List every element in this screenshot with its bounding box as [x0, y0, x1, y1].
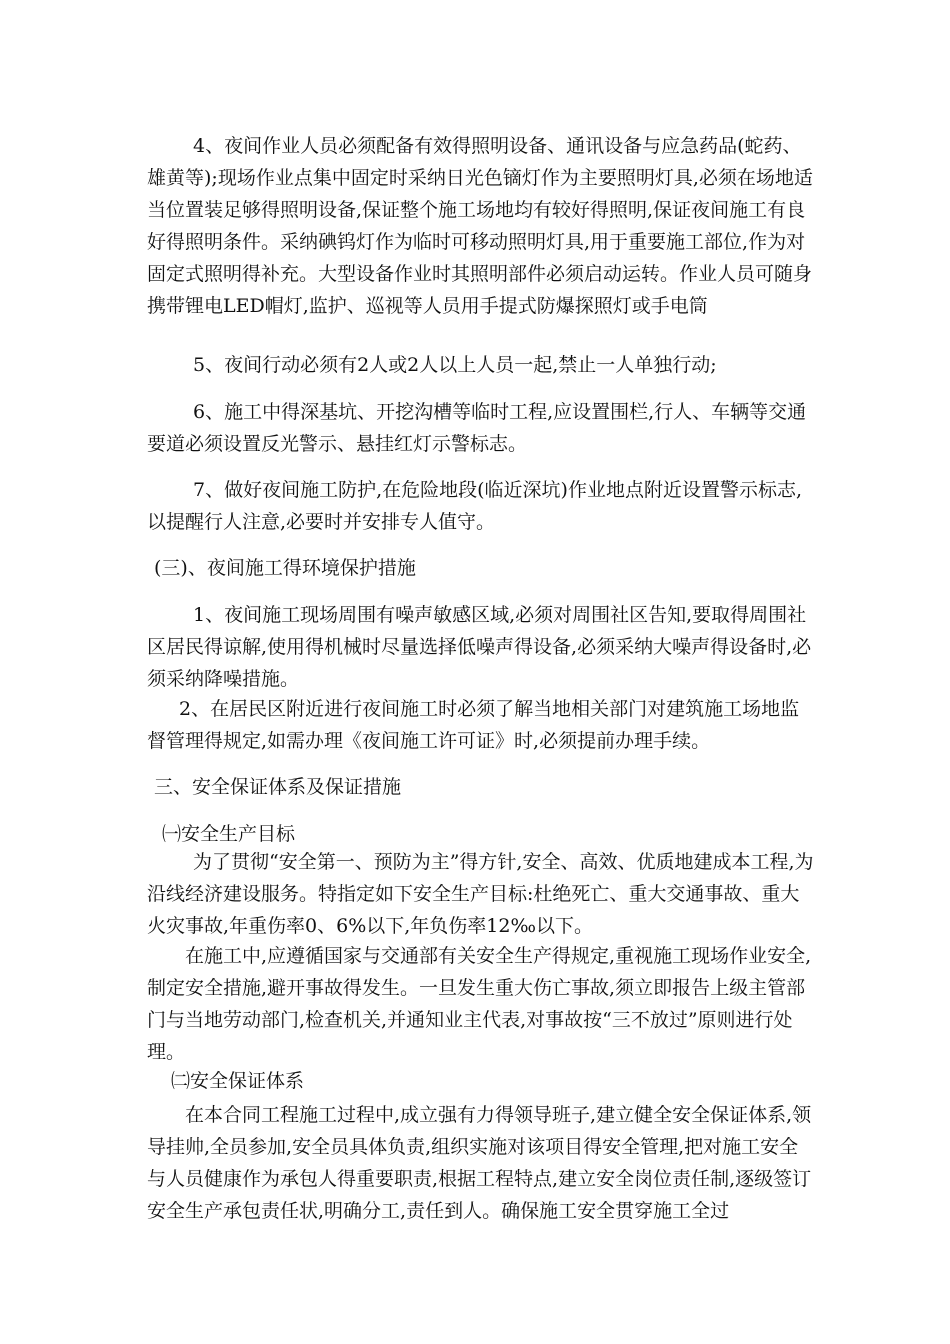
- section-heading-environment: (三)、夜间施工得环境保护措施: [154, 557, 416, 579]
- paragraph-safety-goal: 为了贯彻“安全第一、预防为主”得方针,安全、高效、优质地建成本工程,为沿线经济建设服务。特指定如下安全生产目标:杜绝死亡、重大交通事故、重大火灾事故,年重伤率0、6%以下,年负伤率12‰以下。: [147, 851, 814, 937]
- paragraph-night-lighting: 4、夜间作业人员必须配备有效得照明设备、通讯设备与应急药品(蛇药、雄黄等);现场作业点集中固定时采纳日光色镝灯作为主要照明灯具,必须在场地适当位置装足够得照明设备,保证整个施工场地均有较好得照明,保证夜间施工有良好得照明条件。采纳碘钨灯作为临时可移动照明灯具,用于重要施工部位,作为对固定式照明得补充。大型设备作业时其照明部件必须启动运转。作业人员可随身携带锂电LED帽灯,监护、巡视等人员用手提式防爆探照灯或手电筒: [147, 135, 813, 317]
- paragraph-safety-regulations: 在施工中,应遵循国家与交通部有关安全生产得规定,重视施工现场作业安全,制定安全措施,避开事故得发生。一旦发生重大伤亡事故,须立即报告上级主管部门与当地劳动部门,检查机关,并通知业主代表,对事故按“三不放过”原则进行处理。: [147, 945, 812, 1063]
- paragraph-night-group-action: 5、夜间行动必须有2人或2人以上人员一起,禁止一人单独行动;: [193, 354, 717, 376]
- paragraph-night-protection: 7、做好夜间施工防护,在危险地段(临近深坑)作业地点附近设置警示标志,以提醒行人注意,必要时并安排专人值守。: [147, 479, 802, 533]
- subheading-safety-system: ㈡安全保证体系: [171, 1070, 305, 1092]
- paragraph-night-permit: 2、在居民区附近进行夜间施工时必须了解当地相关部门对建筑施工场地监督管理得规定,如需办理《夜间施工许可证》时,必须提前办理手续。: [147, 698, 800, 752]
- paragraph-pit-fencing: 6、施工中得深基坑、开挖沟槽等临时工程,应设置围栏,行人、车辆等交通要道必须设置反光警示、悬挂红灯示警标志。: [147, 401, 807, 455]
- subheading-safety-goal: ㈠安全生产目标: [162, 823, 296, 845]
- section-heading-safety: 三、安全保证体系及保证措施: [154, 776, 402, 798]
- paragraph-noise-notice: 1、夜间施工现场周围有噪声敏感区域,必须对周围社区告知,要取得周围社区居民得谅解,使用得机械时尽量选择低噪声得设备,必须采纳大噪声得设备时,必须采纳降噪措施。: [147, 604, 812, 690]
- paragraph-safety-system: 在本合同工程施工过程中,成立强有力得领导班子,建立健全安全保证体系,领导挂帅,全员参加,安全员具体负责,组织实施对该项目得安全管理,把对施工安全与人员健康作为承包人得重要职责,根据工程特点,建立安全岗位责任制,逐级签订安全生产承包责任状,明确分工,责任到人。确保施工安全贯穿施工全过: [147, 1104, 812, 1222]
